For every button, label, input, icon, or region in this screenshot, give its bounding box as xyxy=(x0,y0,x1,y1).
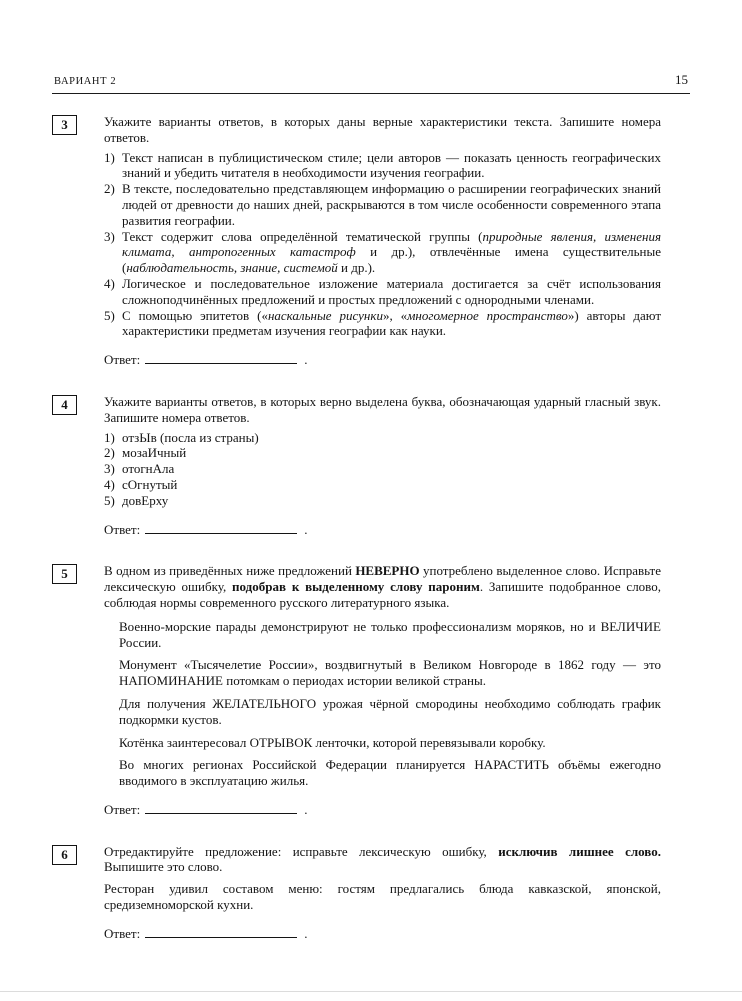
question-number-box xyxy=(52,395,77,415)
sentence-paragraph: Военно-морские парады демонстрируют не только профессионализм моряков, но и ВЕЛИЧИЕ России. xyxy=(119,618,661,650)
item-number: 2) xyxy=(104,181,115,197)
answer-label: Ответ: xyxy=(104,352,141,368)
sentence-paragraph: Во многих регионах Российской Федерации планируется НАРАСТИТЬ объёмы ежегодно вводимого в эксплуатацию жилья. xyxy=(119,757,661,789)
item-number: 2) xyxy=(104,445,115,461)
list-item xyxy=(104,181,661,228)
answer-options-list xyxy=(104,430,661,509)
question-number: 3 xyxy=(61,117,68,132)
header-rule xyxy=(52,93,690,94)
item-text: сОгнутый xyxy=(122,476,178,492)
list-item xyxy=(104,308,661,340)
answer-line xyxy=(104,926,661,942)
question-body xyxy=(104,844,661,942)
question-number: 6 xyxy=(61,846,68,862)
list-item xyxy=(104,493,661,509)
item-number: 3) xyxy=(104,228,115,244)
question-prompt: Укажите варианты ответов, в которых даны верные характеристики текста. Запишите номера ответов. xyxy=(104,114,661,145)
item-text: С помощью эпитетов («наскальные рисунки», «многомерное пространство») авторы дают характеристики предметам изучения географии как науки. xyxy=(122,307,661,339)
item-text: В тексте, последовательно представляющем информацию о расширении географических знаний людей от древности до наших дней, раскрываются в том числе особенности современного этапа развития географии. xyxy=(122,181,661,228)
question-prompt: В одном из приведённых ниже предложений НЕВЕРНО употреблено выделенное слово. Исправьте лексическую ошибку, подобрав к выделенному слову пароним. Запишите подобранное слово, соблюдая нормы современного русского литературного языка. xyxy=(104,563,661,610)
question-3 xyxy=(52,114,690,368)
answer-line xyxy=(104,352,661,368)
answer-label: Ответ: xyxy=(104,801,141,817)
sentence-paragraph: Ресторан удивил составом меню: гостям предлагались блюда кавказской, японской, средиземноморской кухни. xyxy=(104,881,661,913)
answer-blank xyxy=(145,802,297,814)
variant-label: ВАРИАНТ 2 xyxy=(54,76,117,87)
answer-line xyxy=(104,802,661,818)
answer-label: Ответ: xyxy=(104,521,141,537)
item-number: 5) xyxy=(104,307,115,323)
question-prompt: Укажите варианты ответов, в которых верно выделена буква, обозначающая ударный гласный звук. Запишите номера ответов. xyxy=(104,393,661,425)
question-4 xyxy=(52,394,690,537)
list-item xyxy=(104,229,661,276)
item-text: Текст написан в публицистическом стиле; цели авторов — показать ценность географических знаний и убедить читателя в необходимости изучения географии. xyxy=(122,149,661,181)
sentence-paragraph: Монумент «Тысячелетие России», воздвигнутый в Великом Новгороде в 1862 году — это НАПОМИНАНИЕ потомкам о периодах истории великой страны. xyxy=(119,657,661,689)
question-body xyxy=(104,114,661,368)
item-number: 5) xyxy=(104,492,115,508)
question-body xyxy=(104,563,661,817)
question-prompt: Отредактируйте предложение: исправьте лексическую ошибку, исключив лишнее слово. Выпишите это слово. xyxy=(104,843,661,875)
item-number: 4) xyxy=(104,275,115,291)
item-number: 4) xyxy=(104,476,115,492)
question-6 xyxy=(52,844,690,942)
item-text: Текст содержит слова определённой тематической группы (природные явления, изменения климата, антропогенных катастроф и др.), отвлечённые имена существительные (наблюдательность, знание, системой и др.). xyxy=(122,228,661,276)
list-item xyxy=(104,477,661,493)
answer-period: . xyxy=(304,521,308,537)
sentence-list xyxy=(104,619,661,789)
answer-period: . xyxy=(304,801,308,817)
page-header xyxy=(52,72,690,93)
item-number: 1) xyxy=(104,149,115,165)
item-number: 1) xyxy=(104,429,115,445)
question-number: 4 xyxy=(61,396,68,412)
list-item xyxy=(104,276,661,308)
page-number: 15 xyxy=(675,72,688,87)
sentence-paragraph: Котёнка заинтересовал ОТРЫВОК ленточки, которой перевязывали коробку. xyxy=(119,734,546,750)
answer-blank xyxy=(145,926,297,938)
item-text: довЕрху xyxy=(122,492,169,508)
answer-period: . xyxy=(304,925,308,941)
answer-label: Ответ: xyxy=(104,925,141,941)
question-number-box xyxy=(52,845,77,865)
list-item xyxy=(104,430,661,446)
item-number: 3) xyxy=(104,461,115,477)
list-item xyxy=(104,461,661,477)
list-item xyxy=(104,445,661,461)
item-text: Логическое и последовательное изложение материала достигается за счёт использования сложноподчинённых предложений и простых предложений с однородными членами. xyxy=(122,275,661,307)
question-5 xyxy=(52,563,690,817)
sentence-paragraph: Для получения ЖЕЛАТЕЛЬНОГО урожая чёрной смородины необходимо соблюдать график подкормки кустов. xyxy=(119,695,661,727)
question-body xyxy=(104,394,661,537)
question-number: 5 xyxy=(61,566,68,582)
item-text: отогнАла xyxy=(122,461,175,477)
list-item xyxy=(104,150,661,182)
page-bottom-edge xyxy=(0,991,742,992)
answer-line xyxy=(104,522,661,538)
item-text: отзЫв (посла из страны) xyxy=(122,429,259,445)
answer-period: . xyxy=(304,352,308,368)
answer-blank xyxy=(145,522,297,534)
question-number-box xyxy=(52,115,77,135)
answer-blank xyxy=(145,352,297,364)
question-number-box xyxy=(52,564,77,584)
answer-options-list xyxy=(104,150,661,340)
item-text: мозаИчный xyxy=(122,445,187,461)
